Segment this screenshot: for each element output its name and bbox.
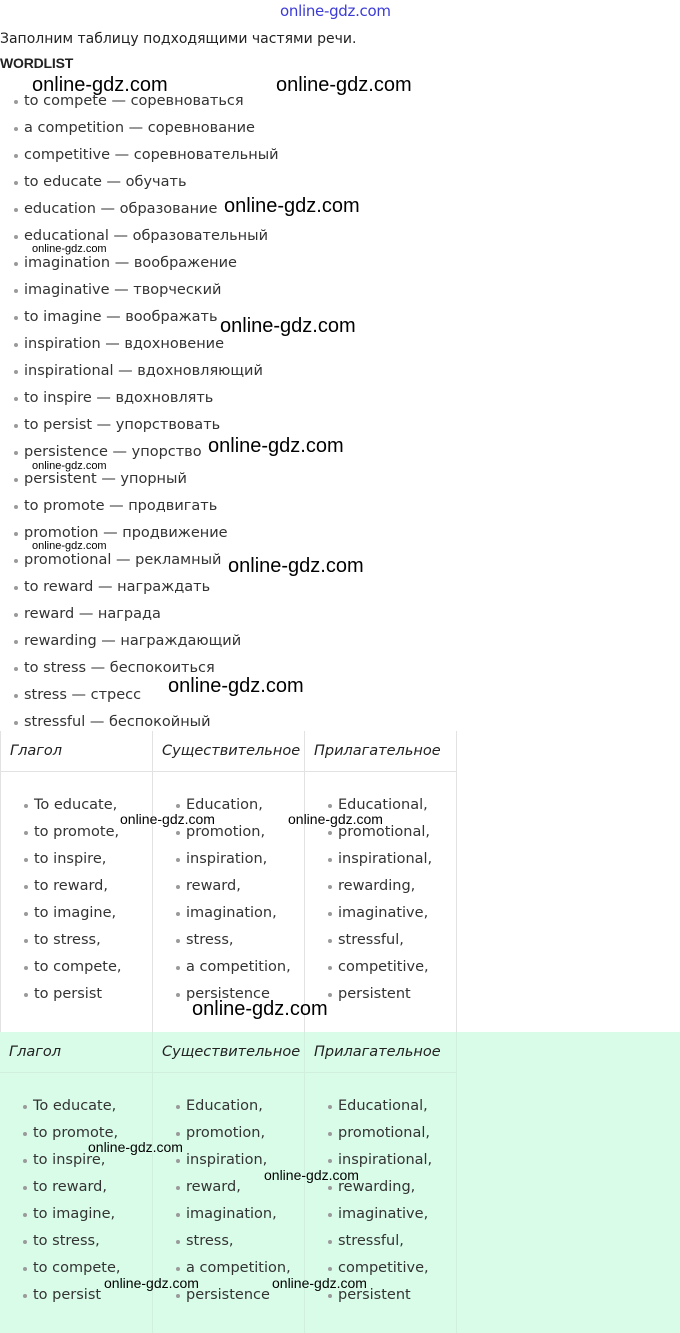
list-item: stress — стресс [0,682,279,709]
table-item: imaginative, [305,1201,432,1228]
list-item: to compete — соревноваться [0,88,279,115]
watermark: online-gdz.com [220,315,356,337]
table-item: to imagine, [0,1201,120,1228]
table-item: inspiration, [153,846,291,873]
table-item: To educate, [0,1093,120,1120]
list-item: stressful — беспокойный [0,709,279,736]
verb-column [0,772,153,1032]
watermark: online-gdz.com [264,1167,359,1183]
list-item: educational — образовательный [0,223,279,250]
list-item: to stress — беспокоиться [0,655,279,682]
table-item: promotion, [153,819,291,846]
watermark: online-gdz.com [32,540,107,552]
list-item: inspirational — вдохновляющий [0,358,279,385]
table-item: promotion, [153,1120,291,1147]
table-item: rewarding, [305,873,432,900]
table-item: to reward, [0,1174,120,1201]
table-item: to promote, [1,819,121,846]
list-item: to educate — обучать [0,169,279,196]
watermark: online-gdz.com [228,555,364,577]
table-item: stress, [153,1228,291,1255]
list-item: promotional — рекламный [0,547,279,574]
table-item: Educational, [305,792,432,819]
task-intro: Заполним таблицу подходящими частями речи. [0,31,357,47]
table-item: inspirational, [305,1147,432,1174]
table-item: to imagine, [1,900,121,927]
noun-column [153,1073,305,1333]
header-noun: Существительное [153,1032,305,1073]
table-item: Educational, [305,1093,432,1120]
list-item: rewarding — награждающий [0,628,279,655]
table-item: to persist [0,1282,120,1309]
header-adjective: Прилагательное [305,731,457,772]
table-item: persistent [305,1282,432,1309]
table-item: Education, [153,792,291,819]
list-item: persistent — упорный [0,466,279,493]
watermark: online-gdz.com [168,675,304,697]
table-item: promotional, [305,819,432,846]
table-item: Education, [153,1093,291,1120]
table-item: inspirational, [305,846,432,873]
table-item: a competition, [153,1255,291,1282]
table-item: inspiration, [153,1147,291,1174]
table-item: to reward, [1,873,121,900]
site-logo: online-gdz.com [280,2,391,20]
parts-of-speech-table-highlighted [0,1032,680,1333]
table-item: To educate, [1,792,121,819]
header-verb: Глагол [0,731,153,772]
watermark: online-gdz.com [224,195,360,217]
adjective-column [305,772,457,1032]
header-verb: Глагол [0,1032,153,1073]
list-item: imaginative — творческий [0,277,279,304]
list-item: education — образование [0,196,279,223]
header-adjective: Прилагательное [305,1032,457,1073]
adjective-column [305,1073,457,1333]
list-item: persistence — упорство [0,439,279,466]
list-item: to persist — упорствовать [0,412,279,439]
table-item: imagination, [153,900,291,927]
verb-column [0,1073,153,1333]
table-item: imaginative, [305,900,432,927]
table-item: a competition, [153,954,291,981]
watermark: online-gdz.com [208,435,344,457]
table-item: persistent [305,981,432,1008]
list-item: reward — награда [0,601,279,628]
watermark: online-gdz.com [276,74,412,96]
watermark: online-gdz.com [88,1139,183,1155]
table-item: to inspire, [0,1147,120,1174]
watermark: online-gdz.com [288,811,383,827]
watermark: online-gdz.com [32,460,107,472]
list-item: to promote — продвигать [0,493,279,520]
table-item: to inspire, [1,846,121,873]
list-item: to inspire — вдохновлять [0,385,279,412]
list-item: promotion — продвижение [0,520,279,547]
table-item: to stress, [1,927,121,954]
watermark: online-gdz.com [32,74,168,96]
watermark: online-gdz.com [272,1275,367,1291]
table-item: persistence [153,981,291,1008]
table-item: stress, [153,927,291,954]
table-item: to compete, [0,1255,120,1282]
watermark: online-gdz.com [192,998,328,1020]
noun-column [153,772,305,1032]
table-item: competitive, [305,1255,432,1282]
table-item: to compete, [1,954,121,981]
table-item: competitive, [305,954,432,981]
table-item: reward, [153,873,291,900]
table-item: to promote, [0,1120,120,1147]
wordlist-title: WORDLIST [0,55,74,71]
watermark: online-gdz.com [104,1275,199,1291]
table-item: promotional, [305,1120,432,1147]
table-item: stressful, [305,927,432,954]
parts-of-speech-table [0,731,457,1032]
wordlist [0,88,279,736]
list-item: a competition — соревнование [0,115,279,142]
watermark: online-gdz.com [32,243,107,255]
table-item: to persist [1,981,121,1008]
list-item: competitive — соревновательный [0,142,279,169]
table-item: persistence [153,1282,291,1309]
table-item: imagination, [153,1201,291,1228]
header-noun: Существительное [153,731,305,772]
list-item: imagination — воображение [0,250,279,277]
list-item: to reward — награждать [0,574,279,601]
table-item: rewarding, [305,1174,432,1201]
list-item: to imagine — воображать [0,304,279,331]
watermark: online-gdz.com [120,811,215,827]
table-item: stressful, [305,1228,432,1255]
list-item: inspiration — вдохновение [0,331,279,358]
table-item: to stress, [0,1228,120,1255]
table-item: reward, [153,1174,291,1201]
